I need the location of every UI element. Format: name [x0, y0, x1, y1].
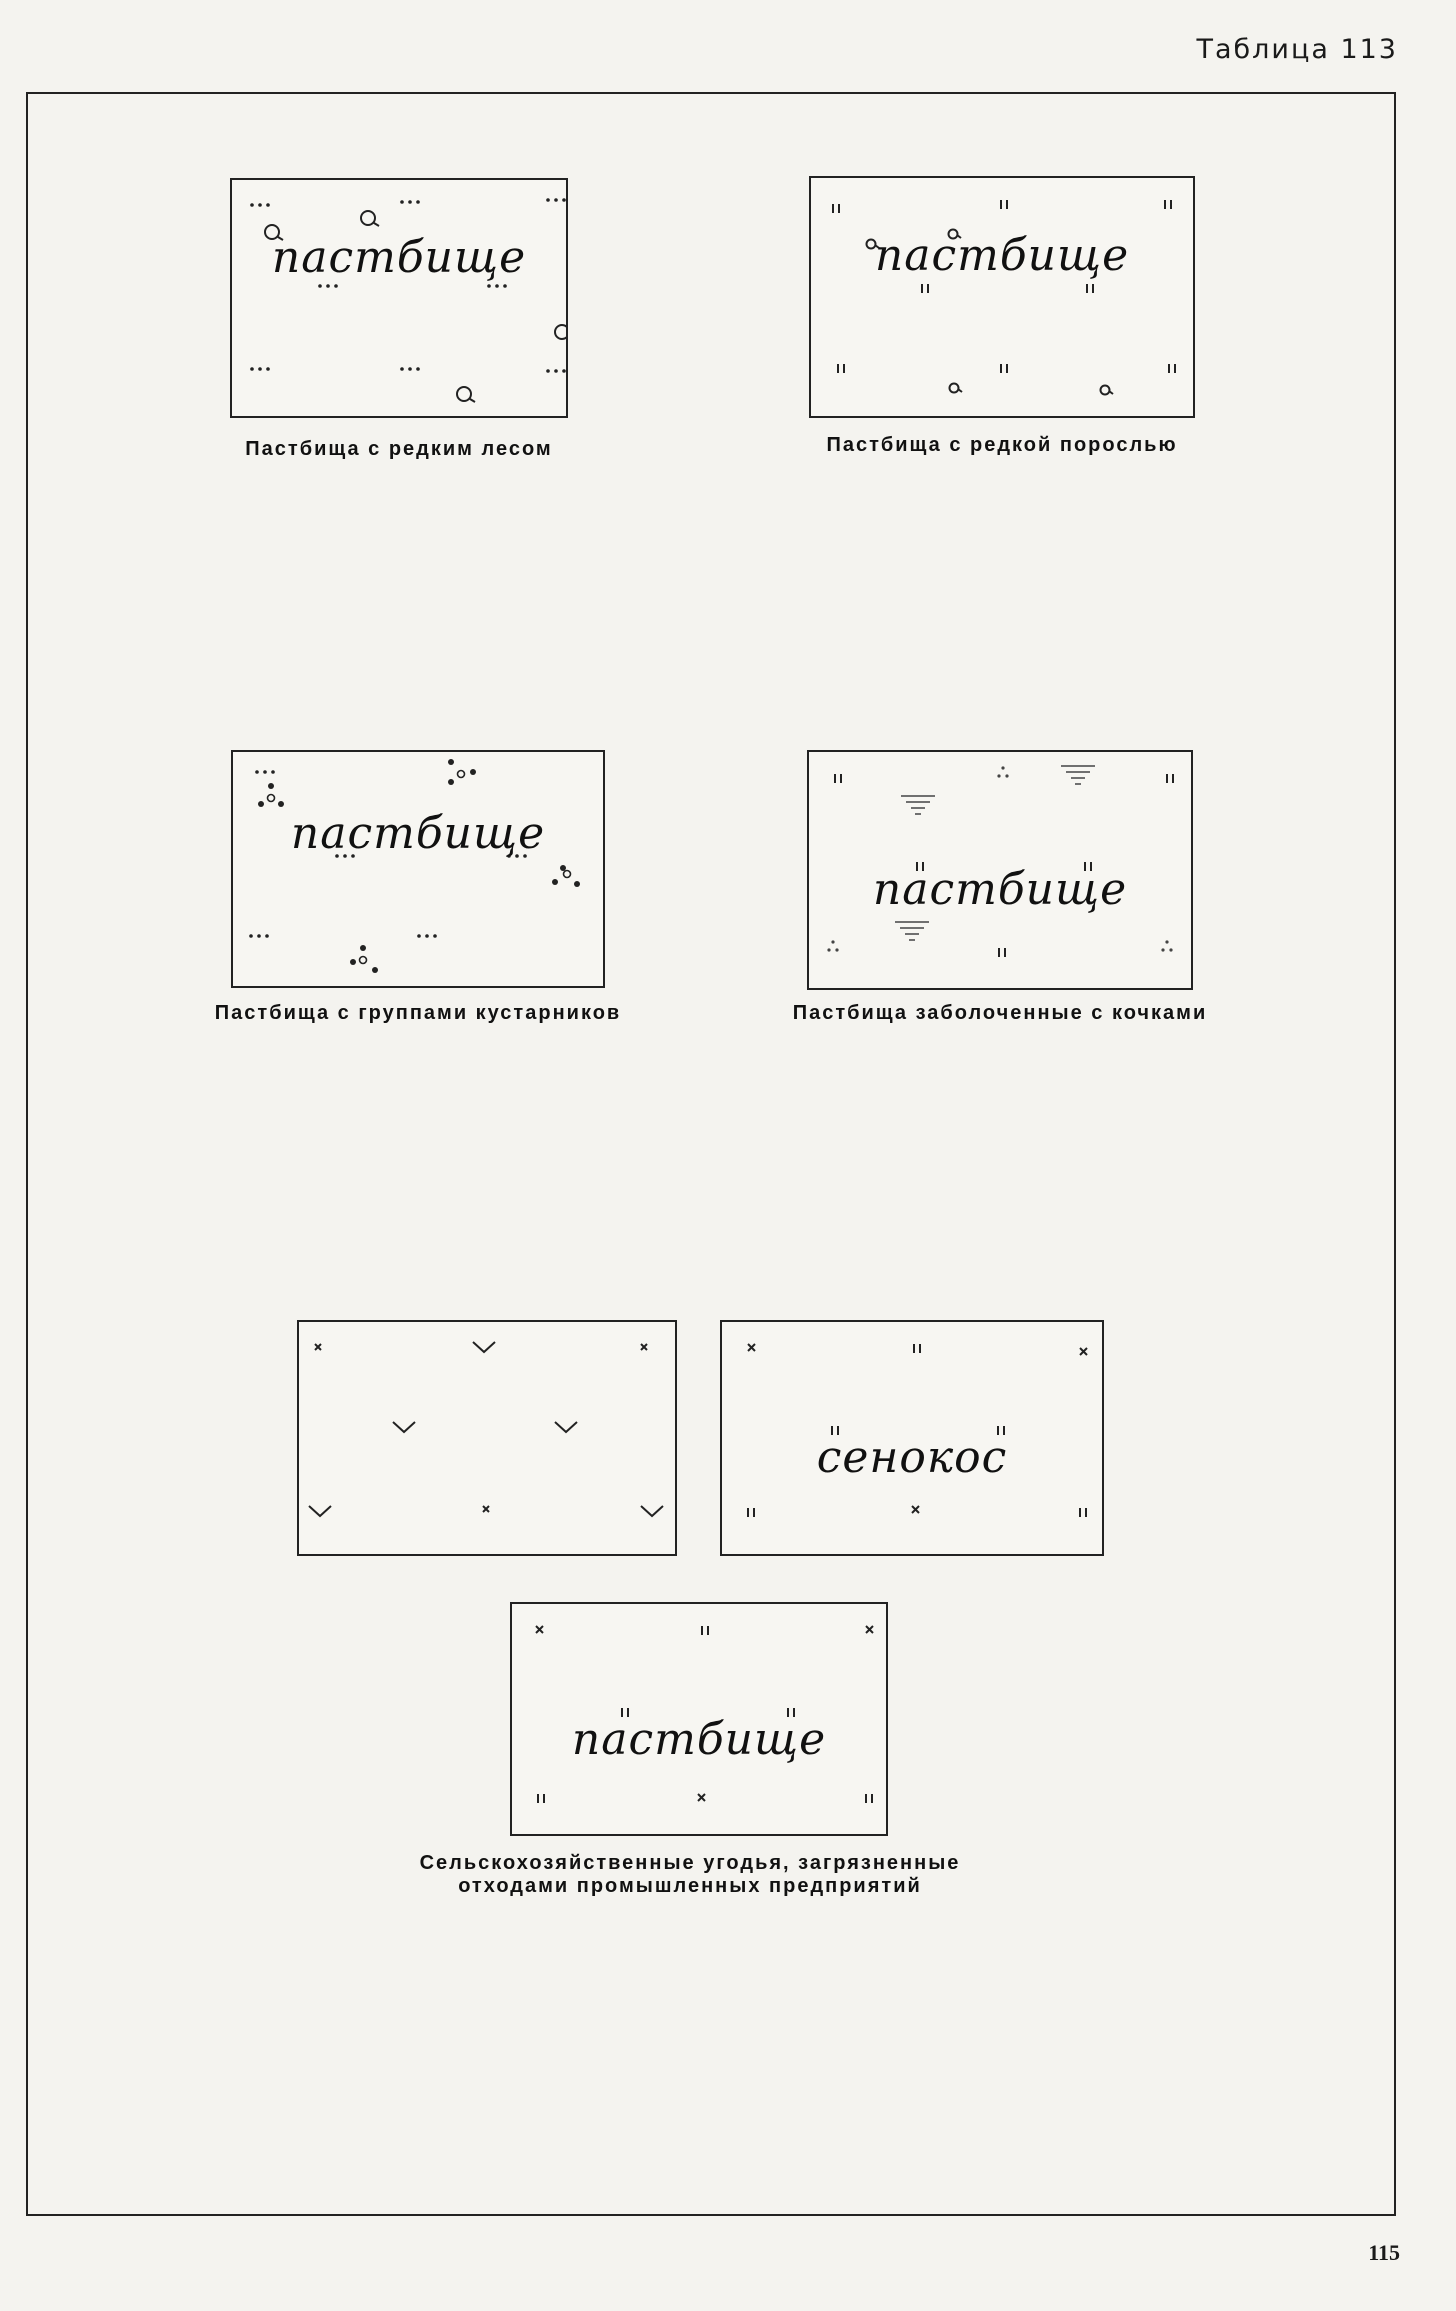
- symbol-swampy-tussocks: [807, 750, 1193, 990]
- sparse-growth-pattern: [811, 178, 1193, 416]
- symbol-word: сенокос: [816, 1432, 1008, 1483]
- table-label: Таблица 113: [1196, 34, 1398, 65]
- symbol-word: пастбище: [872, 864, 1128, 915]
- caption-shrub-groups: Пастбища с группами кустарников: [214, 1002, 622, 1024]
- symbol-polluted-pasture: [510, 1602, 888, 1836]
- symbol-word: пастбище: [290, 808, 546, 859]
- polluted-generic-pattern: [299, 1322, 675, 1554]
- caption-sparse-forest: Пастбища с редким лесом: [245, 438, 553, 460]
- caption-line-1: Сельскохозяйственные угодья, загрязненные: [419, 1852, 961, 1874]
- symbol-polluted-hayfield: [720, 1320, 1104, 1556]
- caption-line-2: отходами промышленных предприятий: [458, 1875, 922, 1897]
- shrub-groups-pattern: [233, 752, 603, 986]
- symbol-polluted-generic: [297, 1320, 677, 1556]
- symbol-word: пастбище: [874, 230, 1130, 281]
- caption-sparse-growth: Пастбища с редкой порослью: [826, 434, 1178, 456]
- caption-polluted-group: [380, 1852, 1000, 1898]
- symbol-word: пастбище: [571, 1714, 827, 1765]
- sparse-forest-pattern: [232, 180, 566, 416]
- symbol-word: пастбище: [271, 232, 527, 283]
- caption-swampy-tussocks: Пастбища заболоченные с кочками: [792, 1002, 1208, 1024]
- page-number: 115: [1368, 2240, 1400, 2265]
- symbol-sparse-forest: [230, 178, 568, 418]
- symbol-shrub-groups: [231, 750, 605, 988]
- symbol-sparse-growth: [809, 176, 1195, 418]
